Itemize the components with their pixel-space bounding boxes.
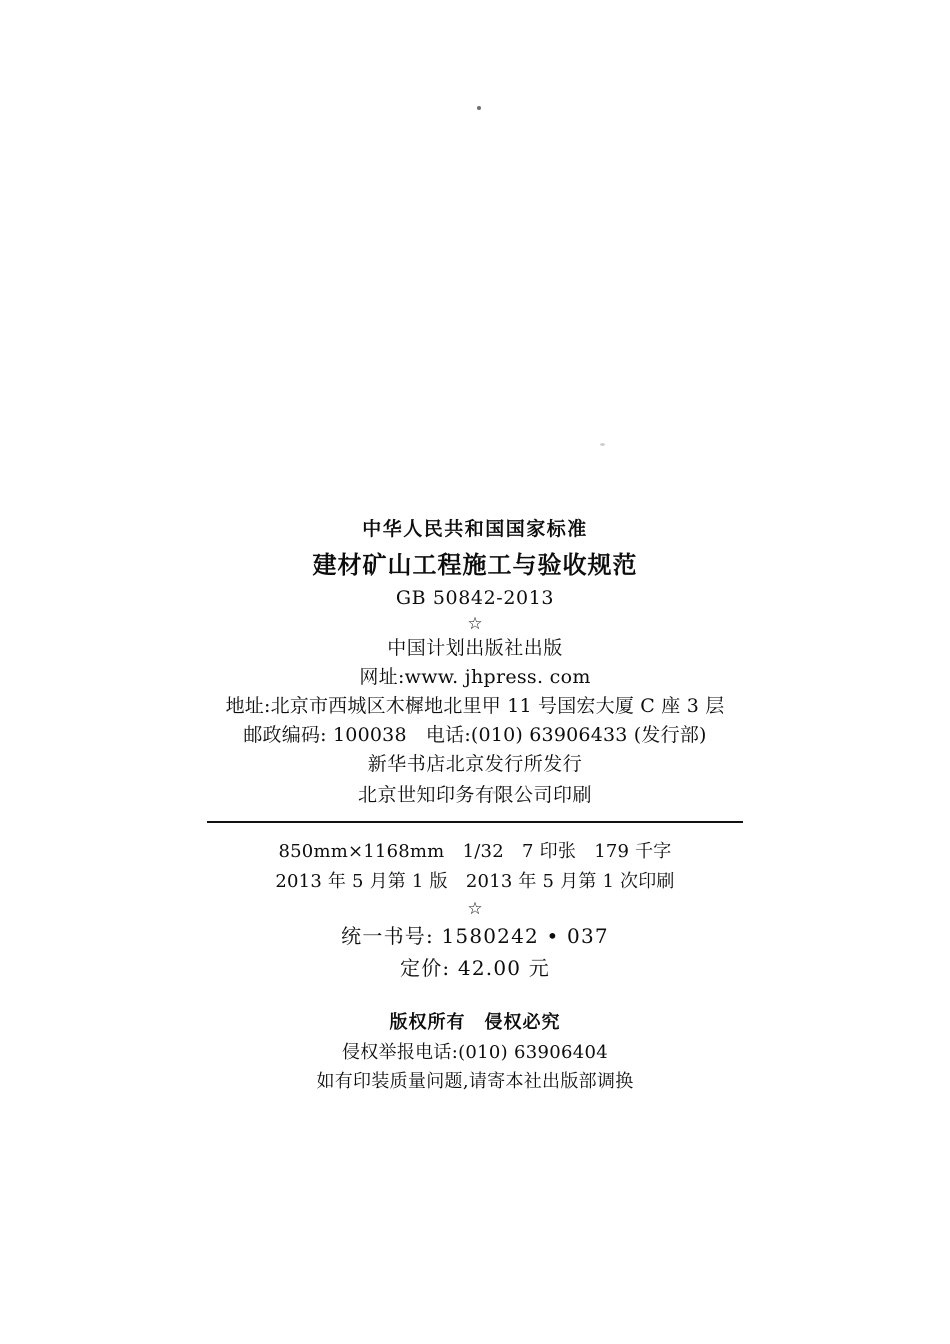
ornament-star-icon-2: ☆ <box>467 899 483 919</box>
publisher-website: 网址:www. jhpress. com <box>359 666 591 688</box>
printer-name: 北京世知印务有限公司印刷 <box>357 784 592 806</box>
standard-code: GB 50842-2013 <box>395 587 555 609</box>
unified-book-number: 统一书号: 1580242 • 037 <box>341 924 609 948</box>
print-specification: 850mm×1168mm 1/32 7 印张 179 千字 <box>278 841 672 862</box>
postal-code-and-phone: 邮政编码: 100038 电话:(010) 63906433 (发行部) <box>243 724 707 746</box>
page-title: 建材矿山工程施工与验收规范 <box>312 551 638 579</box>
series-heading: 中华人民共和国国家标准 <box>362 518 588 540</box>
colophon-block <box>195 520 755 1091</box>
distributor-name: 新华书店北京发行所发行 <box>367 753 583 775</box>
publisher-name: 中国计划出版社出版 <box>387 637 563 659</box>
scan-speck <box>477 106 481 110</box>
copyright-notice: 版权所有 侵权必究 <box>389 1012 561 1033</box>
infringement-report-phone: 侵权举报电话:(010) 63906404 <box>341 1042 609 1063</box>
edition-info: 2013 年 5 月第 1 版 2013 年 5 月第 1 次印刷 <box>275 871 675 892</box>
horizontal-divider <box>207 821 743 823</box>
scan-speck <box>600 443 605 446</box>
quality-exchange-notice: 如有印装质量问题,请寄本社出版部调换 <box>316 1071 634 1092</box>
ornament-star-icon: ☆ <box>467 614 483 634</box>
price: 定价: 42.00 元 <box>400 956 550 980</box>
publisher-address: 地址:北京市西城区木樨地北里甲 11 号国宏大厦 C 座 3 层 <box>225 695 725 717</box>
